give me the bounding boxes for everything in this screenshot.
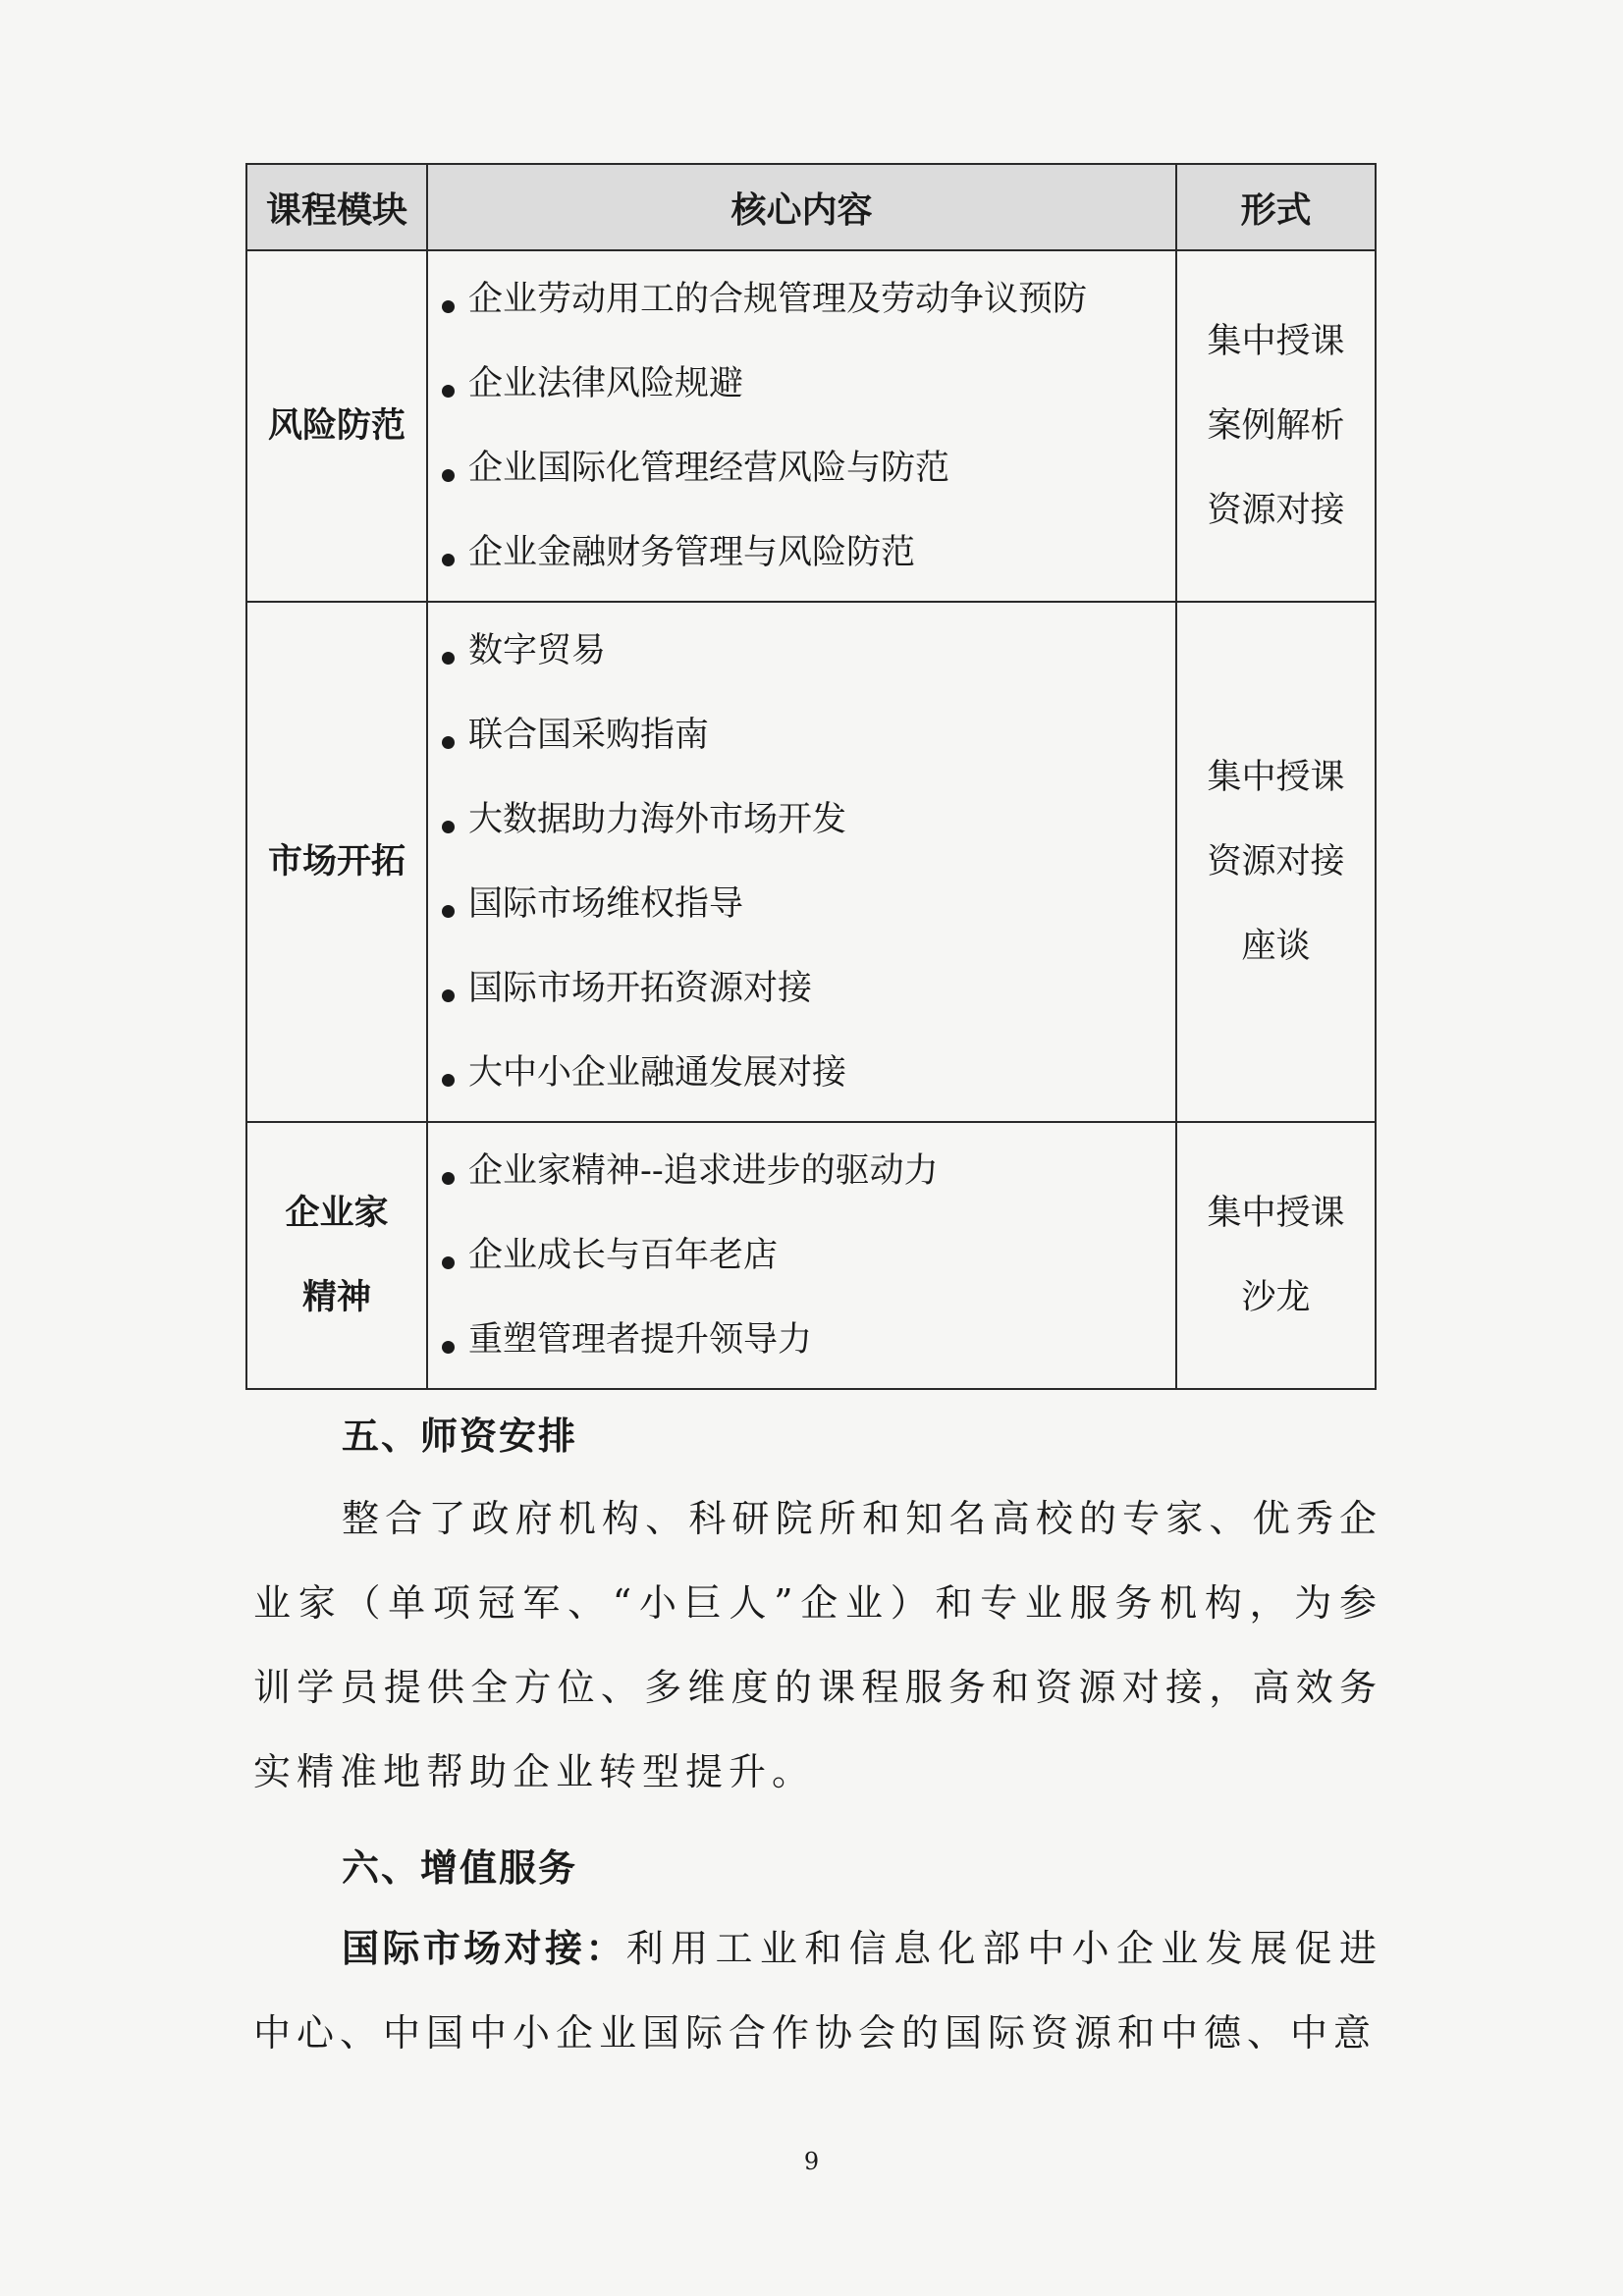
bullet-icon: [442, 736, 455, 749]
bullet-icon: [442, 385, 455, 398]
list-item: 重塑管理者提升领导力: [442, 1298, 1165, 1382]
list-item: 企业法律风险规避: [442, 342, 1165, 426]
header-module: 课程模块: [246, 164, 427, 250]
form-cell: [1176, 250, 1376, 602]
list-item: 国际市场开拓资源对接: [442, 946, 1165, 1031]
list-item: 大数据助力海外市场开发: [442, 777, 1165, 862]
page-number: 9: [803, 2148, 820, 2175]
table-row: [246, 250, 1376, 602]
list-item: 企业成长与百年老店: [442, 1213, 1165, 1298]
list-item: 企业家精神--追求进步的驱动力: [442, 1129, 1165, 1213]
table-row: [246, 1122, 1376, 1389]
course-table: [245, 163, 1377, 1390]
bullet-icon: [442, 905, 455, 918]
section-paragraph-services: [253, 1906, 1382, 2075]
table-row: [246, 602, 1376, 1122]
list-item: 企业国际化管理经营风险与防范: [442, 426, 1165, 510]
bullet-icon: [442, 989, 455, 1002]
list-item: 大中小企业融通发展对接: [442, 1031, 1165, 1115]
list-item: 数字贸易: [442, 609, 1165, 693]
bullet-icon: [442, 554, 455, 566]
list-item: 国际市场维权指导: [442, 862, 1165, 946]
bullet-icon: [442, 1256, 455, 1269]
form-item: 资源对接: [1207, 842, 1345, 881]
bullet-icon: [442, 1341, 455, 1354]
module-cell: [246, 1122, 427, 1389]
bullet-icon: [442, 469, 455, 482]
module-name: 市场开拓: [267, 842, 406, 881]
form-item: 座谈: [1241, 927, 1311, 966]
form-item: 集中授课: [1207, 1194, 1345, 1233]
list-item: 企业劳动用工的合规管理及劳动争议预防: [442, 257, 1165, 342]
header-content: 核心内容: [427, 164, 1176, 250]
form-item: 沙龙: [1241, 1278, 1311, 1317]
bullet-icon: [442, 821, 455, 833]
form-item: 集中授课: [1207, 758, 1345, 797]
table-header-row: [246, 164, 1376, 250]
form-cell: [1176, 1122, 1376, 1389]
section-heading-services: 六、增值服务: [342, 1846, 578, 1890]
bullet-icon: [442, 300, 455, 313]
content-cell: [427, 1122, 1176, 1389]
body-text: 利用工业和信息化部中小企业发展促进中心、中国中小企业国际合作协会的国际资源和中德、中意: [253, 1927, 1382, 2055]
section-paragraph-faculty: 整合了政府机构、科研院所和知名高校的专家、优秀企业家（单项冠军、“小巨人”企业）和专业服务机构，为参训学员提供全方位、多维度的课程服务和资源对接，高效务实精准地帮助企业转型提升。: [253, 1497, 1382, 1793]
content-cell: [427, 602, 1176, 1122]
list-item: 企业金融财务管理与风险防范: [442, 510, 1165, 595]
content-cell: [427, 250, 1176, 602]
lead-text: 国际市场对接：: [342, 1927, 626, 1970]
bullet-icon: [442, 652, 455, 665]
bullet-icon: [442, 1074, 455, 1087]
header-form: 形式: [1176, 164, 1376, 250]
form-item: 资源对接: [1207, 491, 1345, 530]
bullet-icon: [442, 1172, 455, 1185]
form-cell: [1176, 602, 1376, 1122]
section-heading-faculty: 五、师资安排: [342, 1415, 578, 1458]
form-item: 集中授课: [1207, 322, 1345, 361]
module-cell: [246, 250, 427, 602]
module-name: 企业家精神: [285, 1194, 389, 1317]
form-item: 案例解析: [1207, 406, 1345, 446]
module-name: 风险防范: [267, 406, 406, 446]
list-item: 联合国采购指南: [442, 693, 1165, 777]
module-cell: [246, 602, 427, 1122]
